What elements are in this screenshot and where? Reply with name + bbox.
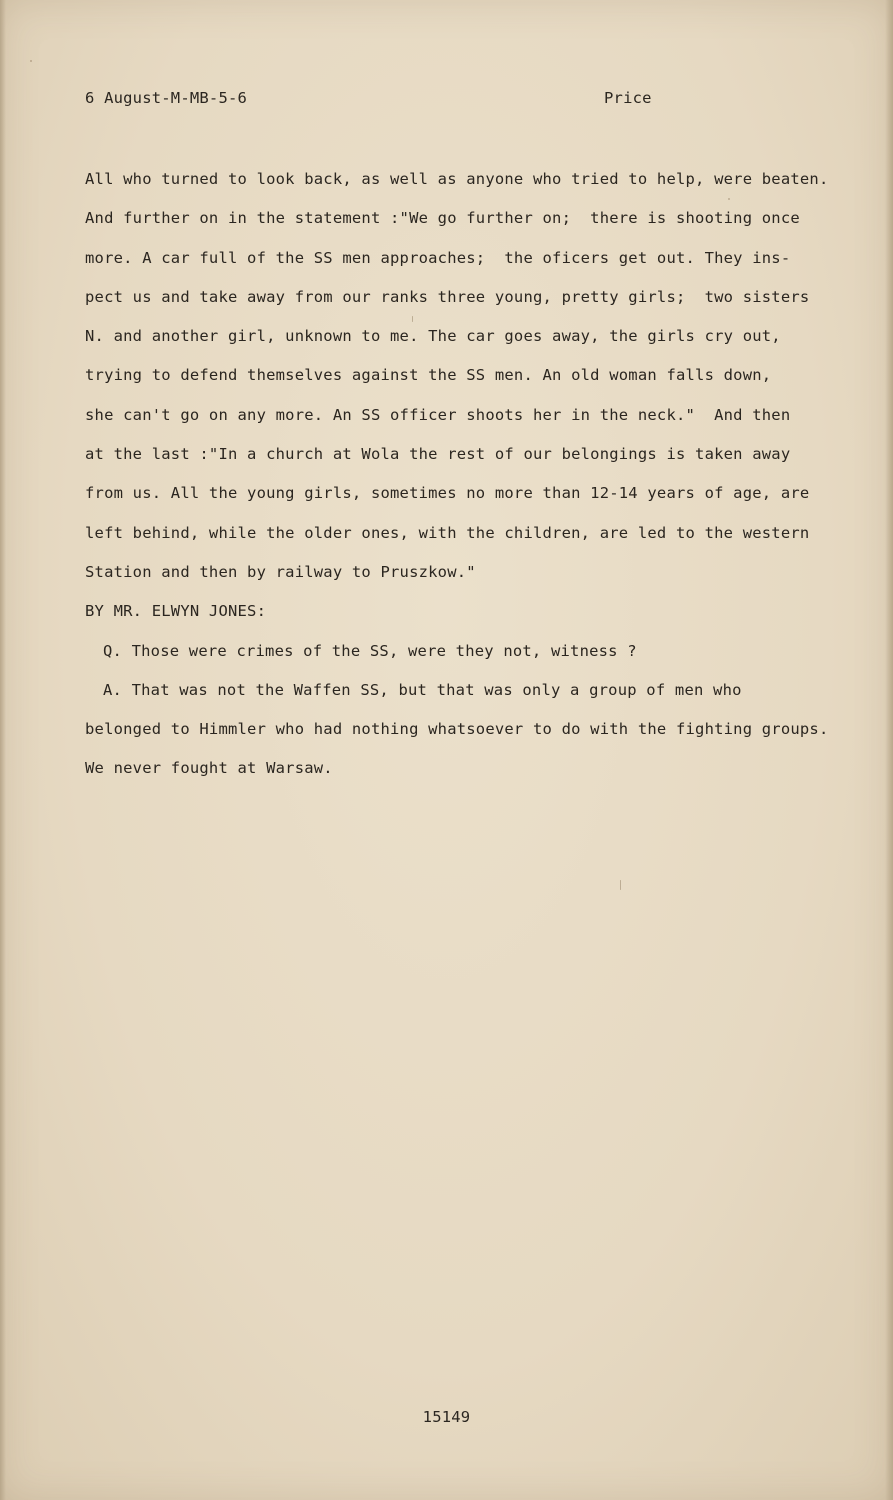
answer-line: We never fought at Warsaw. bbox=[85, 759, 333, 778]
body-line: left behind, while the older ones, with the children, are led to the western bbox=[85, 523, 810, 542]
answer-line: A. That was not the Waffen SS, but that was only a group of men who bbox=[103, 680, 742, 699]
body-line: at the last :"In a church at Wola the rest of our belongings is taken away bbox=[85, 445, 791, 464]
answer-line: belonged to Himmler who had nothing whatsoever to do with the fighting groups. bbox=[85, 720, 829, 739]
paper-speck bbox=[728, 198, 730, 200]
page-edge-shadow-left bbox=[0, 0, 6, 1500]
speaker-name: Price bbox=[604, 89, 652, 107]
paper-speck bbox=[412, 316, 413, 322]
page-edge-shadow-right bbox=[885, 0, 893, 1500]
page-number: 15149 bbox=[422, 1408, 471, 1426]
transcript-body bbox=[85, 168, 845, 797]
body-line: All who turned to look back, as well as anyone who tried to help, were beaten. bbox=[85, 170, 829, 188]
paper-speck bbox=[30, 60, 32, 62]
body-line: more. A car full of the SS men approaches; the oficers get out. They ins- bbox=[85, 248, 791, 267]
question-line: Q. Those were crimes of the SS, were they not, witness ? bbox=[103, 641, 637, 660]
examiner-heading: BY MR. ELWYN JONES: bbox=[85, 602, 267, 621]
body-line: trying to defend themselves against the SS men. An old woman falls down, bbox=[85, 366, 772, 385]
body-line: pect us and take away from our ranks three young, pretty girls; two sisters bbox=[85, 287, 810, 306]
body-line: from us. All the young girls, sometimes no more than 12-14 years of age, are bbox=[85, 484, 810, 503]
page-reference: 6 August-M-MB-5-6 bbox=[85, 89, 248, 107]
body-line: Station and then by railway to Pruszkow." bbox=[85, 562, 476, 581]
body-line: N. and another girl, unknown to me. The car goes away, the girls cry out, bbox=[85, 327, 781, 346]
paper-speck bbox=[620, 880, 621, 890]
body-line: she can't go on any more. An SS officer shoots her in the neck." And then bbox=[85, 405, 791, 424]
body-line: And further on in the statement :"We go further on; there is shooting once bbox=[85, 209, 800, 228]
